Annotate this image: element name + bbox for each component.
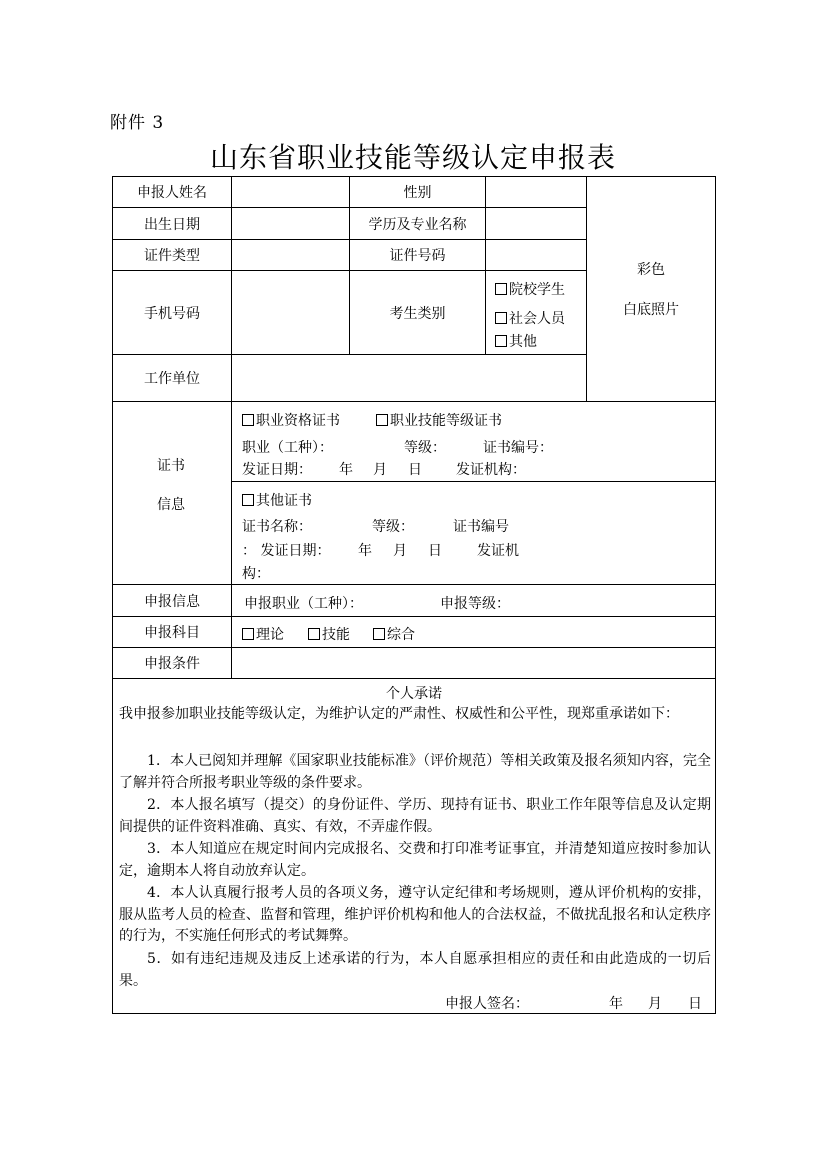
checkbox-icon[interactable] (495, 335, 507, 347)
label-work-unit: 工作单位 (144, 371, 200, 387)
subject-theory-option[interactable] (242, 624, 284, 644)
other-cert-day-label: 日 (428, 543, 442, 559)
subject-comprehensive-option[interactable] (373, 624, 415, 644)
phone-field[interactable] (232, 271, 349, 354)
cert-level-label: 等级： (404, 440, 446, 456)
label-id-type: 证件类型 (144, 248, 200, 264)
cert-month-label: 月 (373, 462, 387, 478)
pledge-item-5: 5．如有违纪违规及违反上述承诺的行为，本人自愿承担相应的责任和由此造成的一切后果。 (119, 951, 711, 989)
applicant-name-field[interactable] (232, 177, 349, 207)
apply-level-label: 申报等级： (440, 596, 510, 612)
option-label: 其他 (509, 334, 537, 350)
other-cert-month-label: 月 (393, 543, 407, 559)
checkbox-icon[interactable] (242, 628, 254, 640)
label-apply-subjects: 申报科目 (144, 625, 200, 641)
option-label: 社会人员 (509, 311, 565, 327)
option-other-cert[interactable] (242, 490, 312, 510)
cert-number-label: 证书编号： (483, 440, 553, 456)
option-college-student[interactable] (495, 279, 565, 299)
checkbox-icon[interactable] (495, 312, 507, 324)
option-label: 其他证书 (256, 493, 312, 509)
work-unit-field[interactable] (232, 355, 586, 401)
checkbox-icon[interactable] (242, 494, 254, 506)
option-label: 技能 (322, 627, 350, 643)
id-type-field[interactable] (232, 240, 349, 270)
photo-label-line1: 彩色 (637, 262, 665, 278)
label-certificate-info: 信息 (157, 497, 185, 513)
option-other[interactable] (495, 331, 537, 351)
checkbox-icon[interactable] (242, 414, 254, 426)
other-cert-level-label: 等级： (372, 519, 414, 535)
other-cert-name-label: 证书名称： (242, 519, 312, 535)
cert-day-label: 日 (408, 462, 422, 478)
label-applicant-name: 申报人姓名 (137, 185, 207, 201)
checkbox-icon[interactable] (376, 414, 388, 426)
photo-box[interactable] (587, 177, 715, 401)
label-certificate: 证书 (157, 458, 185, 474)
label-gender: 性别 (403, 185, 432, 201)
signature-day-label: 日 (688, 996, 702, 1012)
other-cert-issuer-label-cont: 构： (242, 566, 270, 582)
pledge-intro: 我申报参加职业技能等级认定，为维护认定的严肃性、权威性和公平性，现郑重承诺如下： (119, 706, 679, 722)
label-candidate-type: 考生类别 (389, 305, 446, 322)
education-field[interactable] (486, 208, 586, 239)
signature-field[interactable] (530, 991, 600, 1009)
cert-issuer-label: 发证机构： (456, 462, 526, 478)
signature-month-label: 月 (648, 996, 662, 1012)
apply-occupation-label: 申报职业（工种）： (244, 596, 363, 612)
option-label: 理论 (256, 627, 284, 643)
form-title: 山东省职业技能等级认定申报表 (209, 141, 616, 174)
gender-field[interactable] (486, 177, 586, 207)
label-phone: 手机号码 (144, 305, 200, 322)
apply-conditions-field[interactable] (232, 648, 715, 678)
checkbox-icon[interactable] (308, 628, 320, 640)
cert-year-label: 年 (339, 462, 353, 478)
option-label: 职业资格证书 (256, 413, 340, 429)
pledge-heading: 个人承诺 (386, 686, 442, 702)
id-number-field[interactable] (486, 240, 586, 270)
cert-occupation-label: 职业（工种）： (242, 440, 333, 456)
label-apply-info: 申报信息 (144, 593, 200, 610)
other-cert-issuer-label: 发证机 (477, 543, 519, 559)
label-id-number: 证件号码 (389, 248, 446, 264)
checkbox-icon[interactable] (495, 283, 507, 295)
birth-date-field[interactable] (232, 208, 349, 239)
other-cert-number-label: 证书编号 (453, 519, 509, 535)
other-cert-year-label: 年 (358, 543, 372, 559)
option-label: 职业技能等级证书 (390, 413, 502, 429)
signature-year-label: 年 (609, 996, 623, 1012)
option-label: 综合 (387, 627, 415, 643)
attachment-label: 附件 3 (110, 113, 165, 133)
pledge-item-4: 4．本人认真履行报考人员的各项义务，遵守认定纪律和考场规则，遵从评价机构的安排，服从监考人员的检查、监督和管理，维护评价机构和他人的合法权益，不做扰乱报名和认定秩序的行为，不实施任何形式的考试舞弊。 (119, 885, 711, 945)
option-skill-level-cert[interactable] (376, 410, 502, 430)
option-social-person[interactable] (495, 308, 565, 328)
pledge-item-2: 2．本人报名填写（提交）的身份证件、学历、现持有证书、职业工作年限等信息及认定期间提供的证件资料准确、真实、有效，不弄虚作假。 (119, 797, 711, 835)
other-cert-issue-date-label: ： 发证日期： (242, 543, 331, 559)
cert-issue-date-label: 发证日期： (242, 462, 312, 478)
checkbox-icon[interactable] (373, 628, 385, 640)
label-apply-conditions: 申报条件 (144, 656, 200, 672)
option-qualification-cert[interactable] (242, 410, 340, 430)
photo-label-line2: 白底照片 (623, 302, 679, 318)
label-birth-date: 出生日期 (144, 216, 200, 233)
label-education-major: 学历及专业名称 (368, 216, 467, 233)
subject-skill-option[interactable] (308, 624, 350, 644)
signature-label: 申报人签名： (445, 996, 529, 1012)
option-label: 院校学生 (509, 282, 565, 298)
pledge-item-3: 3．本人知道应在规定时间内完成报名、交费和打印准考证事宜，并清楚知道应按时参加认定，逾期本人将自动放弃认定。 (119, 841, 711, 879)
pledge-item-1: 1．本人已阅知并理解《国家职业技能标准》（评价规范）等相关政策及报名须知内容，完全了解并符合所报考职业等级的条件要求。 (119, 753, 711, 791)
